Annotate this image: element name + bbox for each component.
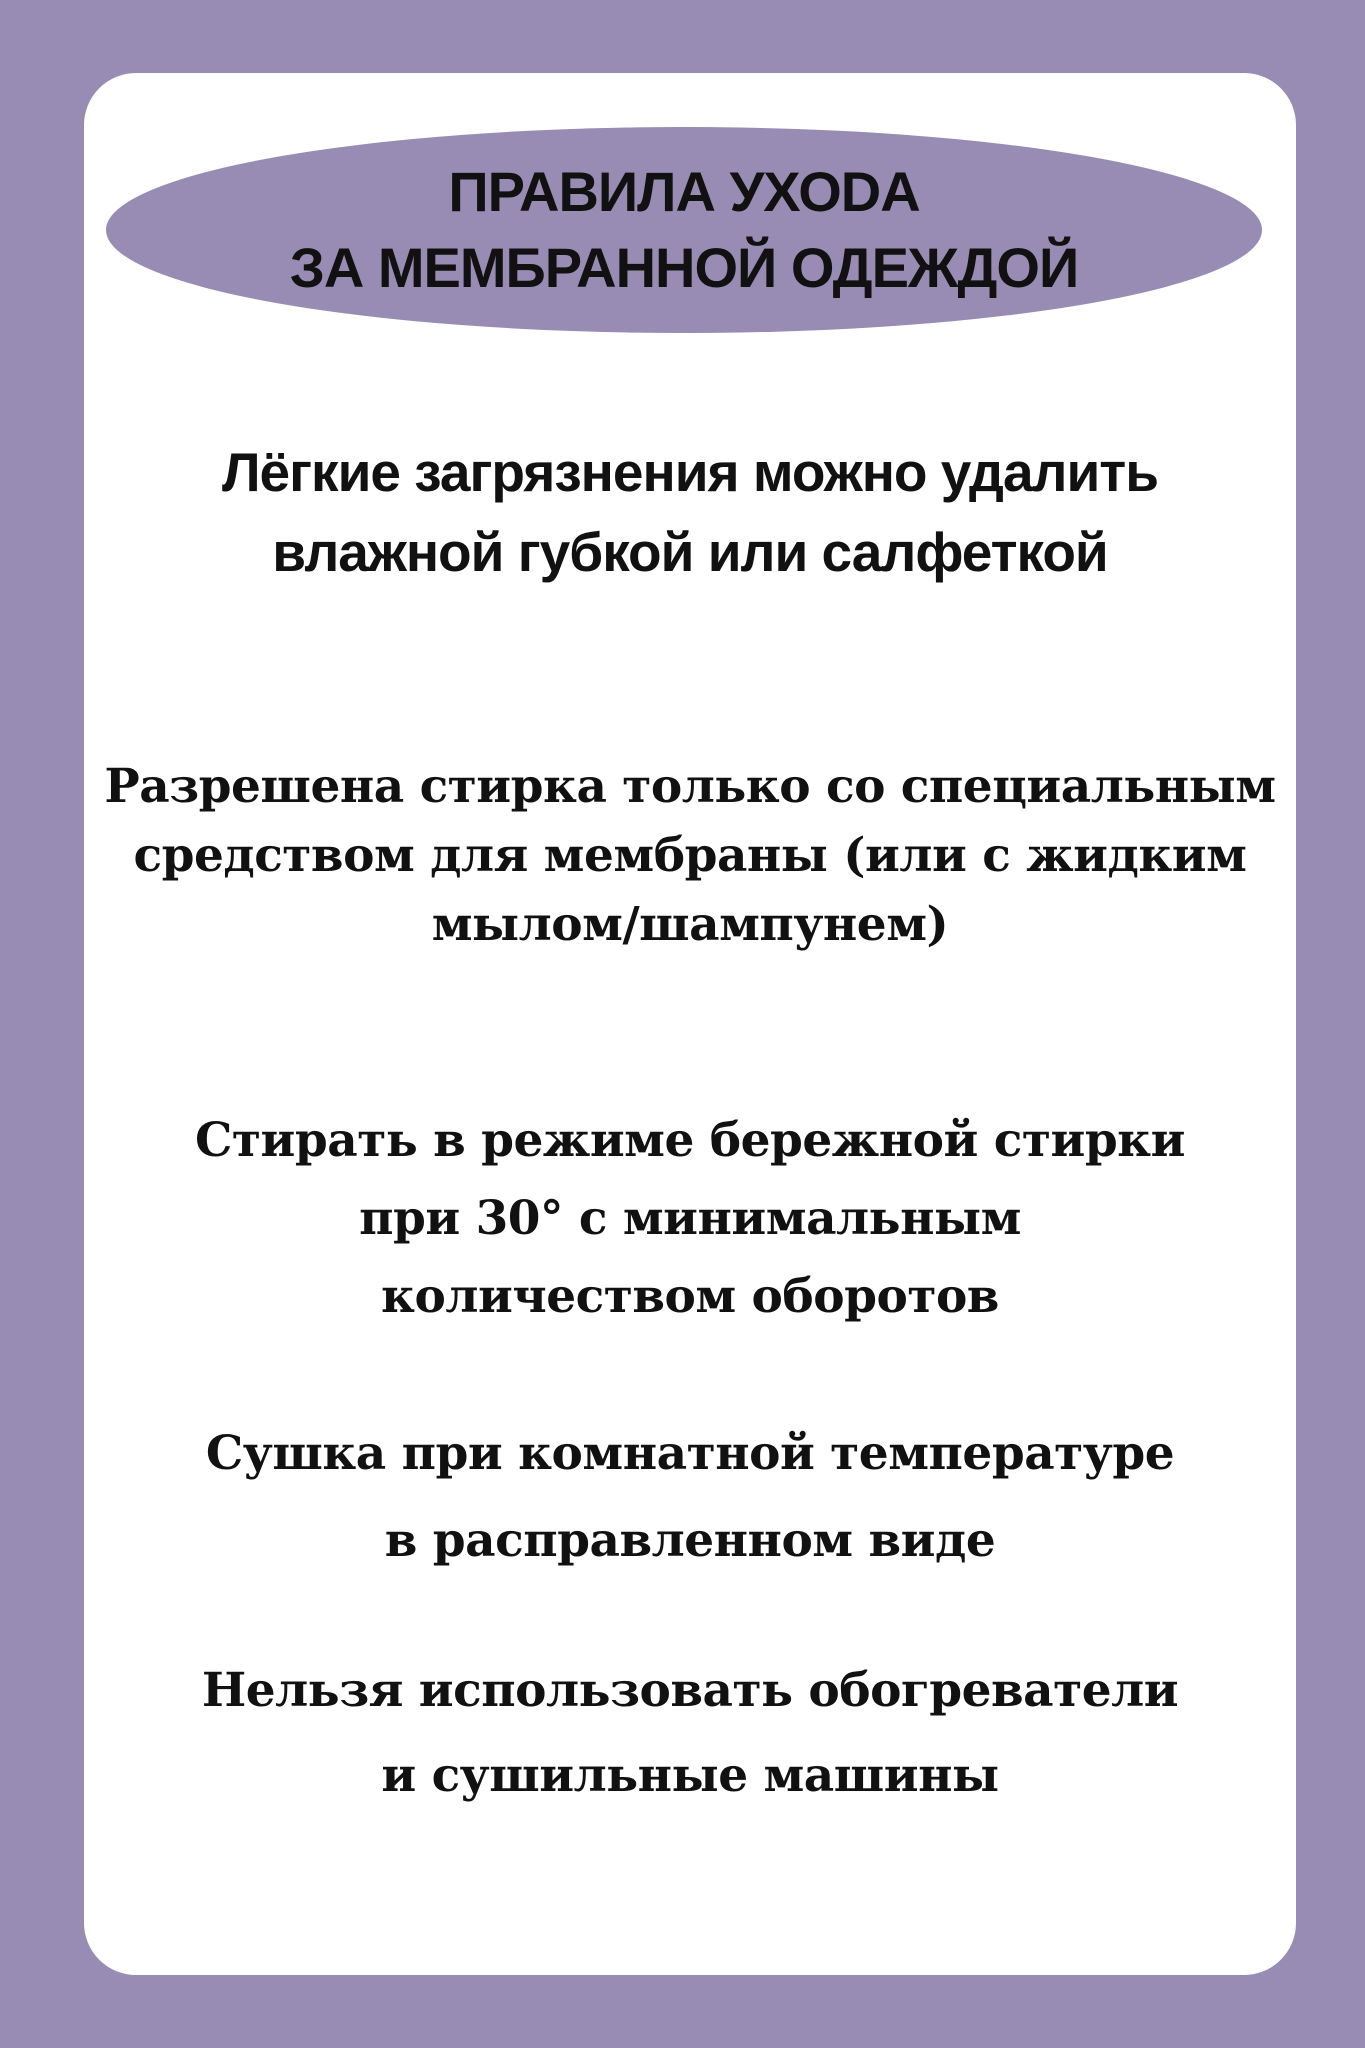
rule-washing-agent <box>84 752 1296 959</box>
rule-text-line: мылом/шампунем) <box>431 897 949 952</box>
rule-light-dirt <box>84 432 1296 592</box>
rule-text-line: Сушка при комнатной температуре <box>205 1426 1175 1481</box>
rule-text-line: влажной губкой или салфеткой <box>272 521 1108 583</box>
rule-text-line: Стирать в режиме бережной стирки <box>194 1113 1185 1168</box>
rule-text-line: и сушильные машины <box>381 1748 999 1803</box>
rule-text-line: Нельзя использовать обогреватели <box>201 1663 1179 1718</box>
page-title-line-1: ПРАВИЛА УХОDА <box>448 160 920 223</box>
care-rules-card <box>84 73 1296 1975</box>
rule-text-line: средством для мембраны (или с жидким <box>133 828 1247 883</box>
page-title-line-2: ЗА МЕМБРАННОЙ ОДЕЖДОЙ <box>289 236 1079 299</box>
rule-no-heaters <box>84 1648 1296 1818</box>
rule-gentle-cycle <box>84 1102 1296 1336</box>
rule-text-line: в расправленном виде <box>384 1513 996 1568</box>
rule-text-line: Разрешена стирка только со специальным <box>104 759 1276 814</box>
rule-text-line: количеством оборотов <box>381 1269 999 1324</box>
rule-text-line: Лёгкие загрязнения можно удалить <box>221 441 1159 503</box>
rule-drying <box>84 1410 1296 1584</box>
title-ellipse <box>106 127 1262 333</box>
rule-text-line: при 30° с минимальным <box>359 1191 1021 1246</box>
